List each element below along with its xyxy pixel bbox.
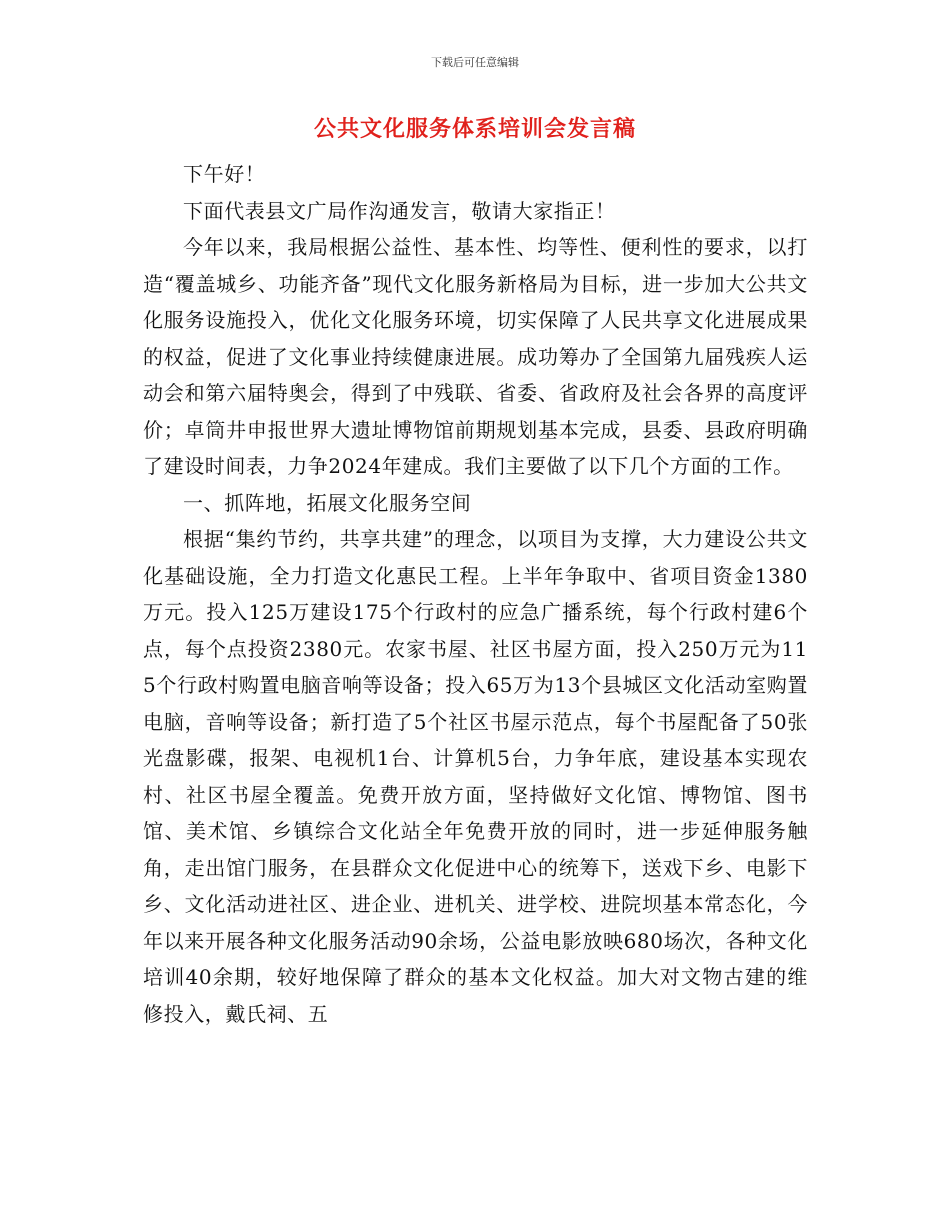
section-heading-1: 一、抓阵地，拓展文化服务空间 [183,490,472,515]
document-title: 公共文化服务体系培训会发言稿 [313,117,636,142]
document-body [143,156,808,1032]
header-note: 下载后可任意编辑 [431,56,519,69]
paragraph-intro: 下面代表县文广局作沟通发言，敬请大家指正！ [183,198,616,223]
paragraph-greeting: 下午好！ [183,162,266,186]
paragraph-section-1: 根据“集约节约，共享共建”的理念，以项目为支撑，大力建设公共文化基础设施，全力打造文化惠民工程。上半年争取中、省项目资金1380万元。投入125万建设175个行政村的应急广播系统，每个行政村建6个点，每个点投资2380元。农家书屋、社区书屋方面，投入250万元为115个行政村购置电脑音响等设备；投入65万为13个县城区文化活动室购置电脑，音响等设备；新打造了5个社区书屋示范点，每个书屋配备了50张光盘影碟，报架、电视机1台、计算机5台，力争年底，建设基本实现农村、社区书屋全覆盖。免费开放方面，坚持做好文化馆、博物馆、图书馆、美术馆、乡镇综合文化站全年免费开放的同时，进一步延伸服务触角，走出馆门服务，在县群众文化促进中心的统筹下，送戏下乡、电影下乡、文化活动进社区、进企业、进机关、进学校、进院坝基本常态化，今年以来开展各种文化服务活动90余场，公益电影放映680场次，各种文化培训40余期，较好地保障了群众的基本文化权益。加大对文物古建的维修投入，戴氏祠、五 [143,527,808,1026]
paragraph-overview: 今年以来，我局根据公益性、基本性、均等性、便利性的要求，以打造“覆盖城乡、功能齐备”现代文化服务新格局为目标，进一步加大公共文化服务设施投入，优化文化服务环境，切实保障了人民共享文化进展成果的权益，促进了文化事业持续健康进展。成功筹办了全国第九届残疾人运动会和第六届特奥会，得到了中残联、省委、省政府及社会各界的高度评价；卓筒井申报世界大遗址博物馆前期规划基本完成，县委、县政府明确了建设时间表，力争2024年建成。我们主要做了以下几个方面的工作。 [143,235,808,478]
